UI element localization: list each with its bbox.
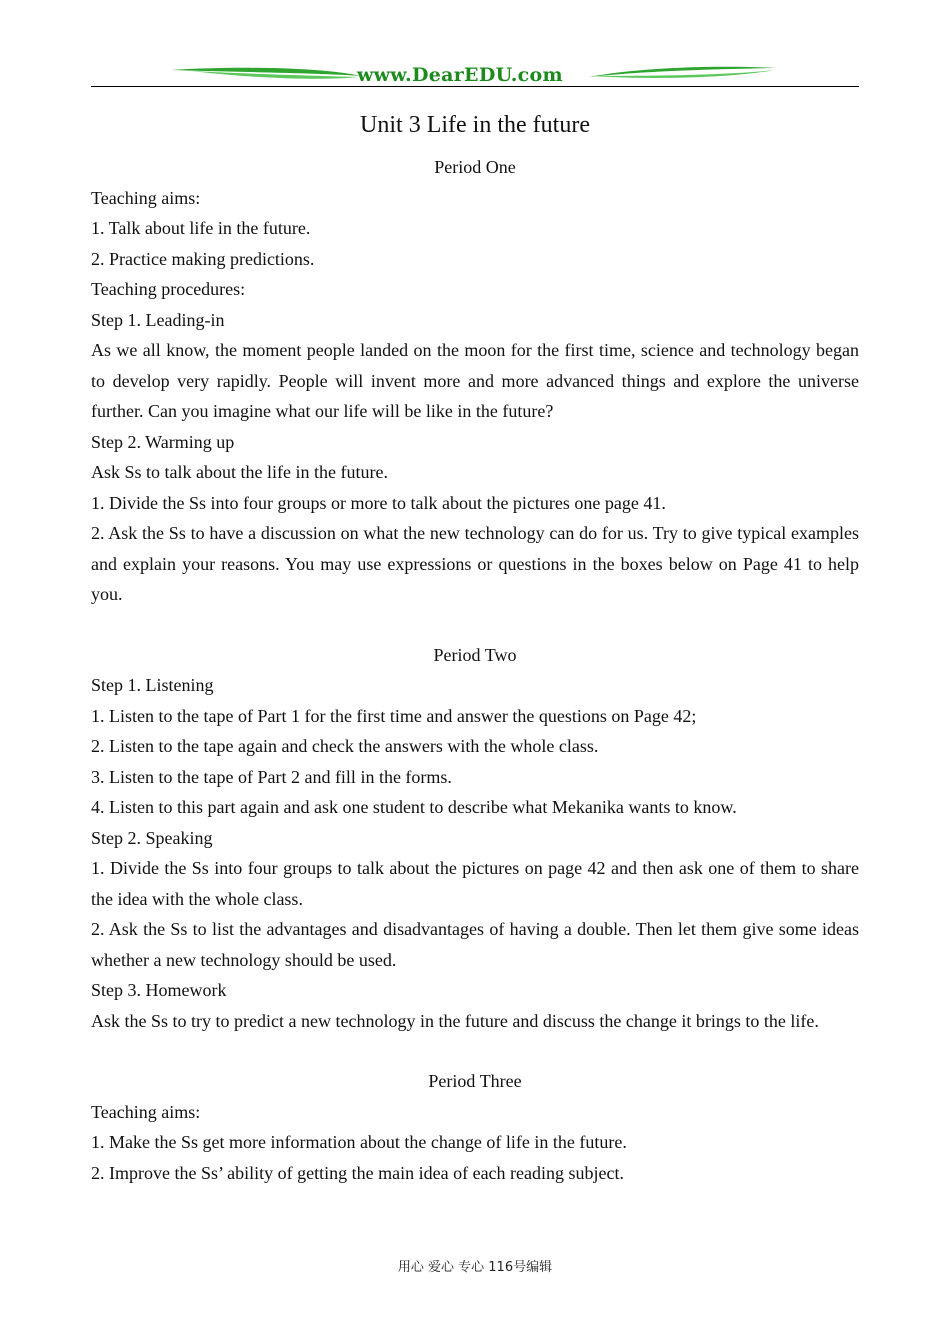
paragraph: Step 1. Listening xyxy=(91,675,214,695)
page-header xyxy=(91,60,859,90)
paragraph: Step 2. Warming up xyxy=(91,431,235,452)
paragraph: Step 2. Speaking xyxy=(91,827,213,848)
paragraph: Step 1. Leading-in xyxy=(91,309,225,330)
paragraph: Ask the Ss to try to predict a new technology in the future and discuss the change it brings to the life. xyxy=(91,1010,819,1031)
paragraph: Teaching aims: xyxy=(91,187,201,208)
period-three-heading: Period Three xyxy=(428,1071,522,1091)
paragraph: 1. Make the Ss get more information about the change of life in the future. xyxy=(91,1132,627,1152)
paragraph: 2. Listen to the tape again and check the answers with the whole class. xyxy=(91,736,599,756)
paragraph: 2. Ask the Ss to list the advantages and disadvantages of having a double. Then let them give some ideas whether a new technology should be used. xyxy=(91,919,859,970)
paragraph: 3. Listen to the tape of Part 2 and fill in the forms. xyxy=(91,766,452,787)
paragraph: As we all know, the moment people landed on the moon for the first time, science and technology began to develop very rapidly. People will invent more and more advanced things and explore the universe further. Can you imagine what our life will be like in the future? xyxy=(91,340,859,421)
paragraph: 1. Divide the Ss into four groups or more to talk about the pictures one page 41. xyxy=(91,492,666,513)
paragraph: 2. Practice making predictions. xyxy=(91,248,315,269)
paragraph: 1. Talk about life in the future. xyxy=(91,218,311,238)
paragraph: 4. Listen to this part again and ask one student to describe what Mekanika wants to know. xyxy=(91,797,737,817)
paragraph: 1. Divide the Ss into four groups to talk about the pictures on page 42 and then ask one of them to share the idea with the whole class. xyxy=(91,858,859,909)
paragraph: Ask Ss to talk about the life in the future. xyxy=(91,462,388,482)
page-title: Unit 3 Life in the future xyxy=(360,112,590,138)
period-two-heading: Period Two xyxy=(433,644,517,665)
paragraph: Step 3. Homework xyxy=(91,980,227,1000)
paragraph: 2. Ask the Ss to have a discussion on what the new technology can do for us. Try to give typical examples and explain your reasons. You may use expressions or questions in the boxes below on Page 41 to help you. xyxy=(91,523,859,604)
paragraph: Teaching procedures: xyxy=(91,279,246,299)
logo-text: www.DearEDU.com xyxy=(357,64,563,86)
spacer xyxy=(91,610,859,640)
paragraph: Teaching aims: xyxy=(91,1101,201,1122)
page-footer: 用心 爱心 专心 116号编辑 xyxy=(397,1260,553,1275)
spacer xyxy=(91,1036,859,1066)
paragraph: 2. Improve the Ss’ ability of getting the main idea of each reading subject. xyxy=(91,1162,625,1183)
paragraph: 1. Listen to the tape of Part 1 for the first time and answer the questions on Page 42; xyxy=(91,705,697,726)
header-rule xyxy=(91,86,859,87)
document-body xyxy=(91,108,859,1188)
period-one-heading: Period One xyxy=(434,157,516,177)
